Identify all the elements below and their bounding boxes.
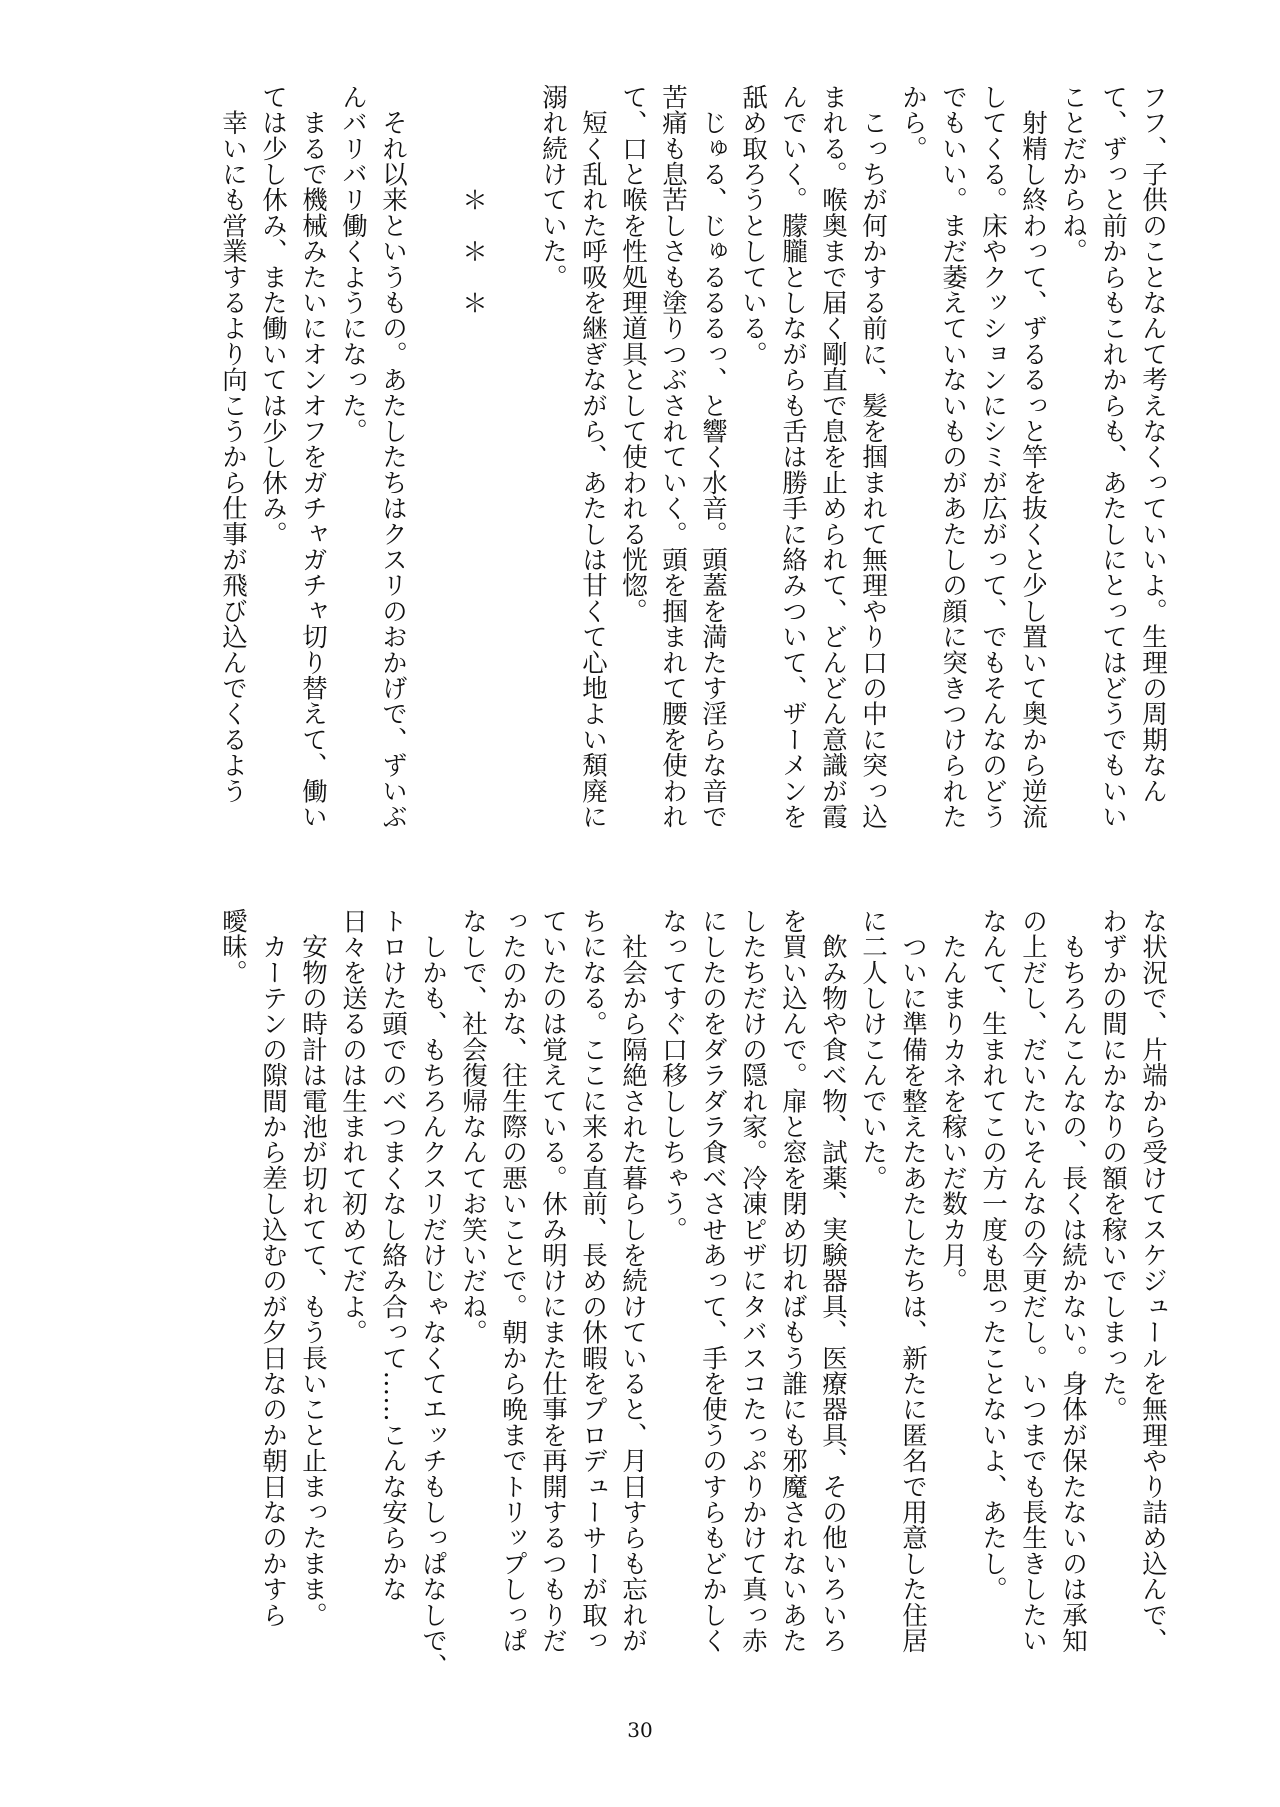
text-line: でもいい。まだ萎えていないものがあたしの顔に突きつけられた	[938, 84, 968, 830]
text-line: んバリバリ働くようになった。	[338, 84, 368, 444]
text-line: 飲み物や食べ物、試薬、実験器具、医療器具、その他いろいろ	[818, 908, 848, 1654]
text-line: から。	[898, 84, 928, 162]
text-line: の上だし、だいたいそんなの今更だし。いつまでも長生きしたい	[1018, 908, 1048, 1654]
text-line: ていたのは覚えている。休み明けにまた仕事を再開するつもりだ	[538, 908, 568, 1654]
text-line: 曖昧。	[218, 908, 248, 986]
text-line: ＊ ＊ ＊	[458, 84, 488, 316]
text-line: なしで、社会復帰なんてお笑いだね。	[458, 908, 488, 1345]
text-line: 溺れ続けていた。	[538, 84, 568, 290]
text-line: 社会から隔絶された暮らしを続けていると、月日すらも忘れが	[618, 908, 648, 1654]
text-line: 射精し終わって、ずるるっと竿を抜くと少し置いて奥から逆流	[1018, 84, 1048, 830]
text-line: したちだけの隠れ家。冷凍ピザにタバスコたっぷりかけて真っ赤	[738, 908, 768, 1654]
text-line: 舐め取ろうとしている。	[738, 84, 768, 367]
text-line: に二人しけこんでいた。	[858, 908, 888, 1191]
text-line: たんまりカネを稼いだ数カ月。	[938, 908, 968, 1294]
text-line: カーテンの隙間から差し込むのが夕日なのか朝日なのかすら	[258, 908, 288, 1628]
text-line	[413, 84, 453, 834]
text-line: しかも、もちろんクスリだけじゃなくてエッチもしっぱなしで、	[418, 908, 448, 1679]
text-line: じゅる、じゅるるるっ、と響く水音。頭蓋を満たす淫らな音で	[698, 84, 728, 830]
text-line: してくる。床やクッションにシミが広がって、でもそんなのどう	[978, 84, 1008, 830]
text-line: を買い込んで。扉と窓を閉め切ればもう誰にも邪魔されないあた	[778, 908, 808, 1654]
text-line: にしたのをダラダラ食べさせあって、手を使うのすらもどかしく	[698, 908, 728, 1654]
text-line: まるで機械みたいにオンオフをガチャガチャ切り替えて、働い	[298, 84, 328, 830]
text-line: もちろんこんなの、長くは続かない。身体が保たないのは承知	[1058, 908, 1088, 1654]
text-line: ことだからね。	[1058, 84, 1088, 264]
text-line: 安物の時計は電池が切れてて、もう長いこと止まったまま。	[298, 908, 328, 1628]
text-line: て、ずっと前からもこれからも、あたしにとってはどうでもいい	[1098, 84, 1128, 830]
text-line: それ以来というもの。あたしたちはクスリのおかげで、ずいぶ	[378, 84, 408, 830]
text-line: まれる。喉奥まで届く剛直で息を止められて、どんどん意識が霞	[818, 84, 848, 830]
text-line: 短く乱れた呼吸を継ぎながら、あたしは甘くて心地よい頽廃に	[578, 84, 608, 830]
text-line: んでいく。朦朧としながらも舌は勝手に絡みついて、ザーメンを	[778, 84, 808, 830]
text-line: 幸いにも営業するより向こうから仕事が飛び込んでくるよう	[218, 84, 248, 804]
text-line: わずかの間にかなりの額を稼いでしまった。	[1098, 908, 1128, 1422]
page-number: 30	[627, 1718, 653, 1742]
text-block-bottom	[213, 908, 1173, 1679]
text-line: トロけた頭でのべつまくなし絡み合って……こんな安らかな	[378, 908, 408, 1602]
text-line: 日々を送るのは生まれて初めてだよ。	[338, 908, 368, 1345]
text-line: ては少し休み、また働いては少し休み。	[258, 84, 288, 547]
text-line: ついに準備を整えたあたしたちは、新たに匿名で用意した住居	[898, 908, 928, 1654]
text-line: て、口と喉を性処理道具として使われる恍惚。	[618, 84, 648, 624]
text-line: なんて、生まれてこの方一度も思ったことないよ、あたし。	[978, 908, 1008, 1602]
text-block-top	[213, 84, 1173, 834]
text-line: な状況で、片端から受けてスケジュールを無理やり詰め込んで、	[1138, 908, 1168, 1654]
text-line: ったのかな、往生際の悪いことで。朝から晩までトリップしっぱ	[498, 908, 528, 1654]
text-line	[493, 84, 533, 834]
text-line: フフ、子供のことなんて考えなくっていいよ。生理の周期なん	[1138, 84, 1168, 804]
text-line: なってすぐ口移ししちゃう。	[658, 908, 688, 1243]
text-line: こっちが何かする前に、髪を掴まれて無理やり口の中に突っ込	[858, 84, 888, 830]
text-line: 苦痛も息苦しさも塗りつぶされていく。頭を掴まれて腰を使われ	[658, 84, 688, 830]
text-line: ちになる。ここに来る直前、長めの休暇をプロデューサーが取っ	[578, 908, 608, 1654]
